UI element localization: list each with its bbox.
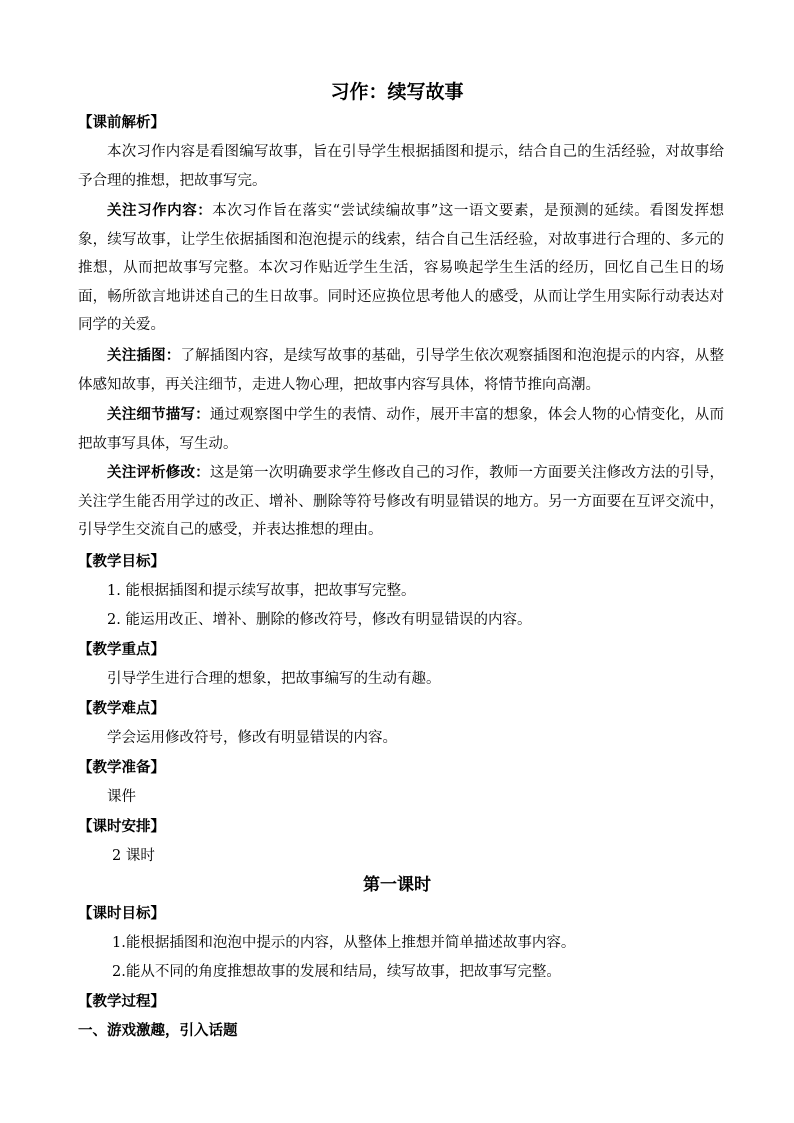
- goal-item: 1. 能根据插图和提示续写故事，把故事写完整。: [107, 583, 416, 599]
- difficulties-text: 学会运用修改符号，修改有明显错误的内容。: [107, 730, 397, 746]
- section-heading-process: 【教学过程】: [78, 993, 165, 1010]
- schedule-text: 2 课时: [112, 848, 155, 864]
- point-text: 通过观察图中学生的表情、动作，展开丰富的想象，体会人物的心情变化，从而把故事写具体，写生动。: [78, 407, 725, 452]
- section-heading-pre-analysis: 【课前解析】: [78, 114, 165, 131]
- intro-paragraph: 本次习作内容是看图编写故事，旨在引导学生根据插图和提示，结合自己的生活经验，对故事给予合理的推想，把故事写完。: [78, 144, 724, 189]
- process-step-heading: 一、游戏激趣，引入话题: [78, 1022, 238, 1039]
- key-points-text: 引导学生进行合理的想象，把故事编写的生动有趣。: [107, 671, 441, 687]
- section-heading-key-points: 【教学重点】: [78, 641, 165, 658]
- point-text: 本次习作旨在落实“尝试续编故事”这一语文要素，是预测的延续。看图发挥想象，续写故事，让学生依据插图和泡泡提示的线索，结合自己生活经验，对故事进行合理的、多元的推想，从而把故事写完整。本次习作贴近学生生活，容易唤起学生生活的经历，回忆自己生日的场面，畅所欲言地讲述自己的生日故事。同时还应换位思考他人的感受，从而让学生用实际行动表达对同学的关爱。: [78, 203, 725, 333]
- point-lead: 关注习作内容：: [107, 202, 213, 219]
- lesson-title: 第一课时: [363, 875, 431, 895]
- point-paragraph-content: [78, 197, 724, 340]
- point-lead: 关注评析修改：: [107, 464, 210, 481]
- point-paragraph-revision: [78, 459, 724, 545]
- section-heading-preparation: 【教学准备】: [78, 759, 165, 776]
- point-paragraph-detail: [78, 401, 724, 458]
- point-lead: 关注细节描写：: [107, 406, 210, 423]
- document-title: 习作：续写故事: [330, 81, 464, 103]
- section-heading-lesson-goals: 【课时目标】: [78, 905, 165, 922]
- point-paragraph-illustration: [78, 342, 724, 399]
- goal-item: 2. 能运用改正、增补、删除的修改符号，修改有明显错误的内容。: [107, 612, 532, 628]
- lesson-goal-item: 1.能根据插图和泡泡中提示的内容，从整体上推想并简单描述故事内容。: [112, 935, 576, 951]
- section-heading-difficulties: 【教学难点】: [78, 700, 165, 717]
- preparation-text: 课件: [107, 789, 136, 805]
- section-heading-goals: 【教学目标】: [78, 553, 165, 570]
- point-text: 了解插图内容，是续写故事的基础，引导学生依次观察插图和泡泡提示的内容，从整体感知故事，再关注细节，走进人物心理，把故事内容写具体，将情节推向高潮。: [78, 348, 725, 393]
- section-heading-schedule: 【课时安排】: [78, 818, 165, 835]
- point-lead: 关注插图：: [107, 347, 181, 364]
- point-text: 这是第一次明确要求学生修改自己的习作，教师一方面要关注修改方法的引导，关注学生能否用学过的改正、增补、删除等符号修改有明显错误的地方。另一方面要在互评交流中，引导学生交流自己的感受，并表达推想的理由。: [78, 465, 725, 538]
- lesson-goal-item: 2.能从不同的角度推想故事的发展和结局，续写故事，把故事写完整。: [112, 964, 561, 980]
